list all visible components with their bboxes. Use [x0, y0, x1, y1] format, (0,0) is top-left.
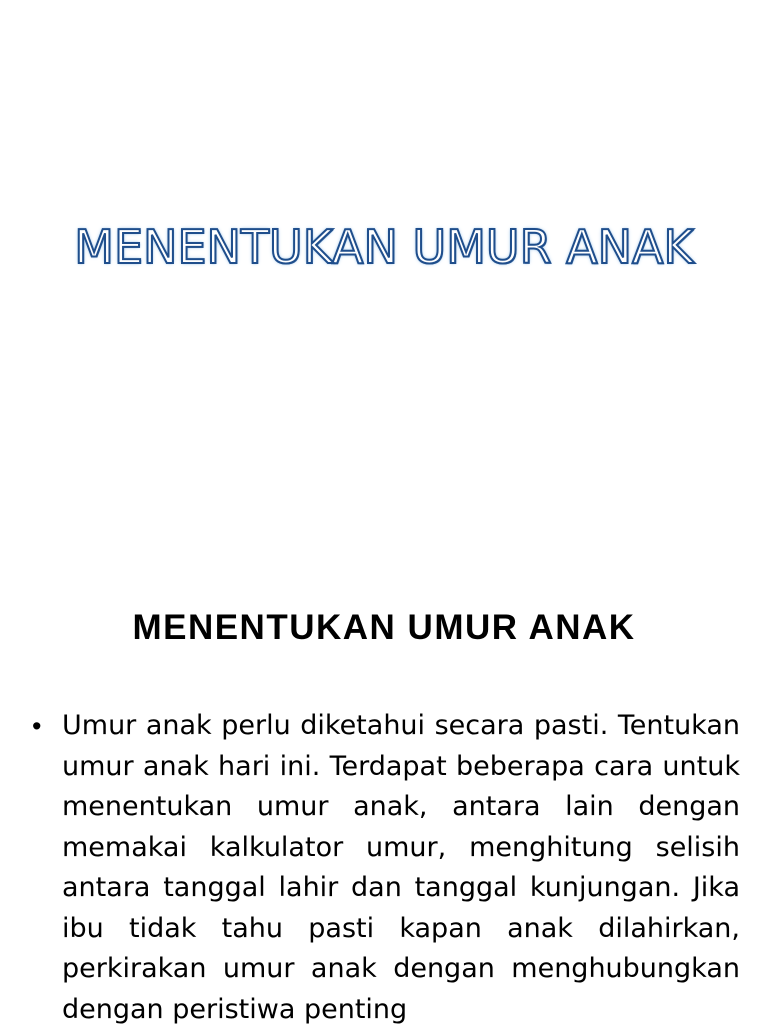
- slide-title: MENENTUKAN UMUR ANAK: [74, 220, 694, 274]
- bullet-list: [32, 706, 740, 1024]
- bullet-text: Umur anak perlu diketahui secara pasti. Tentukan umur anak hari ini. Terdapat beberapa cara untuk menentukan umur anak, antara lain dengan memakai kalkulator umur, menghitung selisih antara tanggal lahir dan tanggal kunjungan. Jika ibu tidak tahu pasti kapan anak dilahirkan, perkirakan umur anak dengan menghubungkan dengan peristiwa penting: [62, 710, 740, 1024]
- content-slide: [0, 576, 768, 1024]
- content-heading: MENENTUKAN UMUR ANAK: [132, 608, 636, 647]
- bullet-item: [32, 706, 740, 1024]
- bullet-marker: •: [32, 711, 42, 741]
